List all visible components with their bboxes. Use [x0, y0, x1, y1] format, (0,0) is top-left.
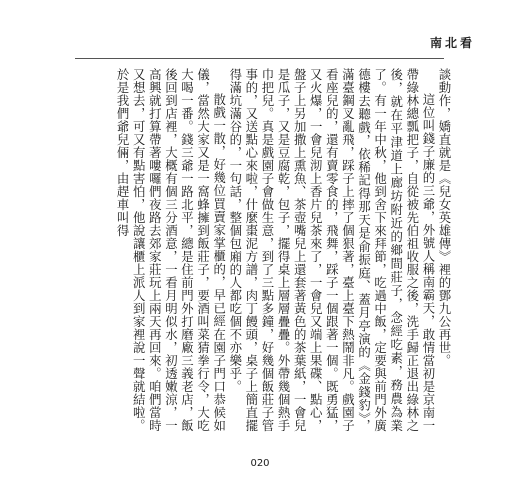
header-rule: [75, 58, 444, 59]
paragraph-2: 這位叫錢子廉的三爺，外號人稱南霸天，敢情當初是京南一帶綠林總瓢把子，自從被先伯祖收服之後，洗手歸正退出綠林之後，就在平津道上廊坊附近的鄉間莊子，念經吃素，務農為業了。有一年中秋，他到舍下來拜節，吃過中飯，定要與前門外廣德樓去聽戲，依稀記得那天是俞振庭、蓋月亭演的《金錢豹》，滿臺鋼叉亂飛，踩子上摔了個狠著，臺上臺下熱鬧非凡。戲園子看座兒的，還有賣零食的，飛舞，踩子一個跟著一個。既勇猛，又火爆，一會兒沏上香片兒茶來了，一會兒又端上果碟、點心，盤子上另加撒上熏魚、茶壺嘴兒上還套著黃色的茶葉紙，一會兒是瓜子，又是豆腐乾，包子，擺得桌上層層疊疊。外帶幾個熱手巾把兒。真是戲園子會做生意，到了三點多鐘，好幾個飯莊子管事的，又送點心來啦，什麼棗泥方譜，肉丁饅頭，桌子上簡直擺得滿坑滿谷的，一句話，整個包廂的人都吃個不亦樂乎。: [227, 68, 436, 432]
paragraph-1: 談動作，嬌直就是《兒女英雄傳》裡的鄧九公再世。: [437, 68, 452, 367]
running-header: 南北看: [430, 36, 476, 50]
page-number: 020: [250, 458, 270, 469]
vertical-text-block: [68, 68, 452, 432]
paragraph-3: 散戲一散，好幾位買賣家掌櫃的，早已經在園子門口恭候如儀，當然大家又是一窩蜂擁到飯莊子，要酒叫菜猜拳行令，大吃大喝一番。錢三爺一路北平，總是住前門外打磨廠三義老店，飯後回到店裡，大概有個三分酒意，一看月明似水，初透嫩涼，一高興就打算帶著嘍囉們夜路去郊家莊玩上兩天再回來。咱們當時又想去，可又有點害怕，他說讓櫃上派人到家裡說一聲就結啦。於是我們爺兒倆，由趕車叫得: [115, 68, 227, 432]
